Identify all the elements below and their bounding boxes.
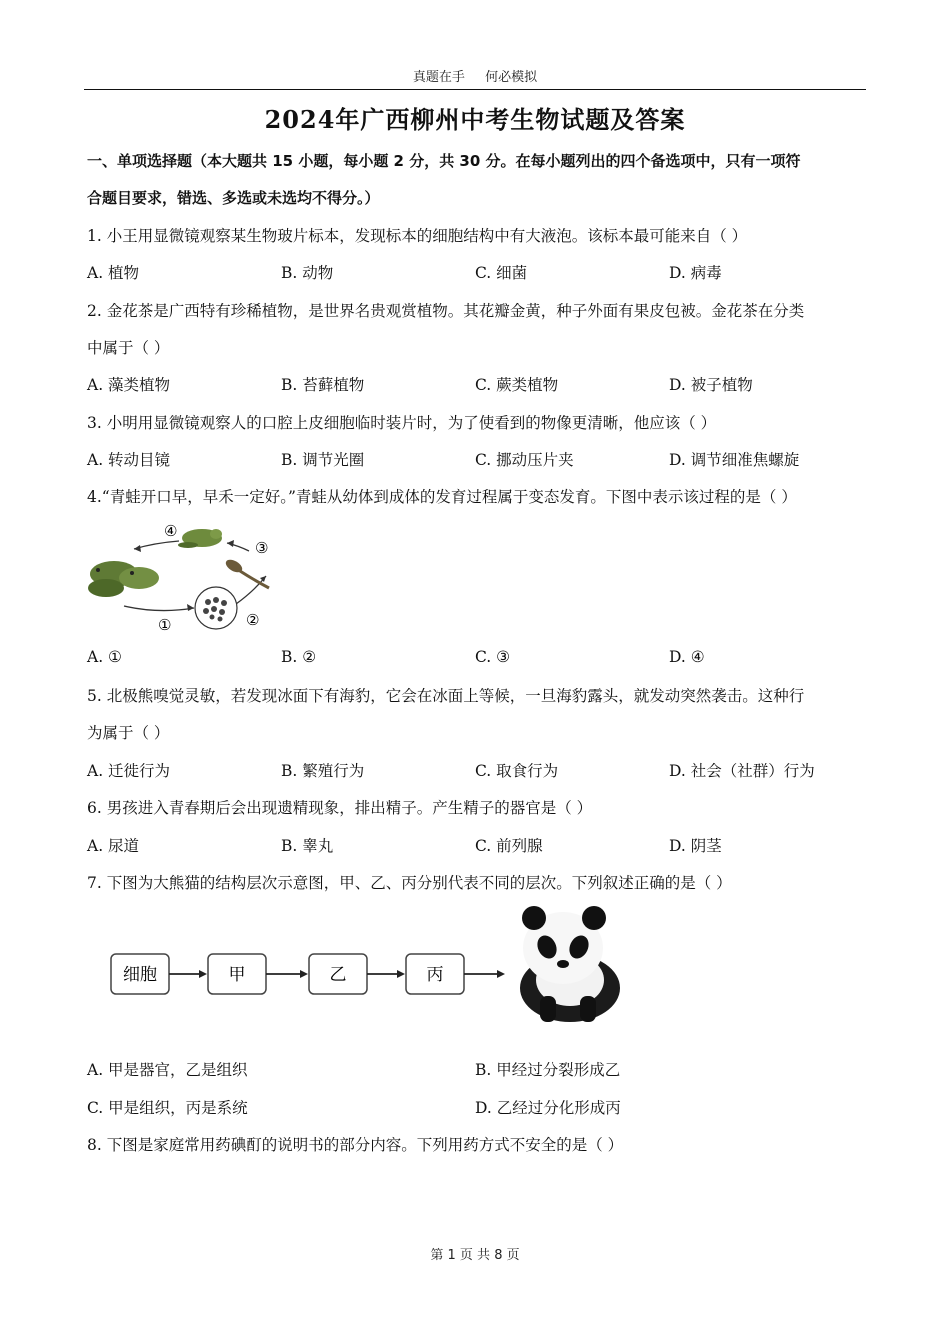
q8-stem: 8. 下图是家庭常用药碘酊的说明书的部分内容。下列用药方式不安全的是（ ） bbox=[87, 1136, 624, 1154]
header-rule bbox=[84, 89, 866, 90]
q1-option-d: D. 病毒 bbox=[669, 264, 722, 282]
q3-stem: 3. 小明用显微镜观察人的口腔上皮细胞临时装片时，为了使看到的物像更清晰，他应该（ ） bbox=[87, 414, 717, 432]
q3-option-b: B. 调节光圈 bbox=[281, 451, 365, 469]
panda-hierarchy-figure bbox=[100, 900, 640, 1030]
q5-option-b: B. 繁殖行为 bbox=[281, 762, 365, 780]
q7-option-c: C. 甲是组织，丙是系统 bbox=[87, 1099, 248, 1117]
q4-option-d: D. ④ bbox=[669, 648, 705, 666]
frog-eggs-icon bbox=[195, 587, 237, 629]
frog-group-icon bbox=[88, 561, 159, 597]
q4-stem: 4.“青蛙开口早，早禾一定好。”青蛙从幼体到成体的发育过程属于变态发育。下图中表示该过程的是（ ） bbox=[87, 488, 797, 506]
q2-option-b: B. 苔藓植物 bbox=[281, 376, 365, 394]
arrow-1 bbox=[124, 606, 194, 611]
q3-option-a: A. 转动目镜 bbox=[87, 451, 171, 469]
q1-option-b: B. 动物 bbox=[281, 264, 334, 282]
adult-frog-icon bbox=[178, 529, 222, 548]
q2-option-d: D. 被子植物 bbox=[669, 376, 753, 394]
frog-life-cycle-figure bbox=[84, 516, 304, 638]
section-heading-line2: 合题目要求，错选、多选或未选均不得分。） bbox=[87, 189, 380, 207]
q4-option-a: A. ① bbox=[87, 648, 122, 666]
page-title: 2024年广西柳州中考生物试题及答案 bbox=[264, 105, 686, 134]
figure-label-1: ① bbox=[158, 616, 172, 634]
box-yi-label: 乙 bbox=[329, 965, 347, 985]
page-footer: 第 1 页 共 8 页 bbox=[430, 1248, 520, 1263]
header-right-text: 何必模拟 bbox=[485, 70, 538, 85]
q1-option-a: A. 植物 bbox=[87, 264, 140, 282]
q6-option-c: C. 前列腺 bbox=[475, 837, 543, 855]
q4-option-c: C. ③ bbox=[475, 648, 511, 666]
box-cell-label: 细胞 bbox=[123, 965, 157, 985]
q5-stem-line1: 5. 北极熊嗅觉灵敏，若发现冰面下有海豹，它会在冰面上等候，一旦海豹露头，就发动突然袭击。这种行 bbox=[87, 687, 805, 705]
page-header bbox=[0, 66, 950, 85]
q2-option-c: C. 蕨类植物 bbox=[475, 376, 559, 394]
q1-stem: 1. 小王用显微镜观察某生物玻片标本，发现标本的细胞结构中有大液泡。该标本最可能来自（ ） bbox=[87, 227, 748, 245]
q6-option-d: D. 阴茎 bbox=[669, 837, 722, 855]
q1-option-c: C. 细菌 bbox=[475, 264, 528, 282]
tadpole-icon bbox=[224, 557, 269, 588]
q5-stem-line2: 为属于（ ） bbox=[87, 724, 170, 742]
header-left-text: 真题在手 bbox=[412, 70, 465, 85]
arrow-4 bbox=[134, 541, 179, 549]
q4-option-b: B. ② bbox=[281, 648, 317, 666]
q6-option-b: B. 睾丸 bbox=[281, 837, 334, 855]
q5-option-a: A. 迁徙行为 bbox=[87, 762, 171, 780]
q7-option-a: A. 甲是器官，乙是组织 bbox=[87, 1061, 248, 1079]
q5-option-c: C. 取食行为 bbox=[475, 762, 559, 780]
q6-stem: 6. 男孩进入青春期后会出现遗精现象，排出精子。产生精子的器官是（ ） bbox=[87, 799, 593, 817]
panda-icon bbox=[520, 906, 620, 1022]
q6-option-a: A. 尿道 bbox=[87, 837, 140, 855]
q7-option-d: D. 乙经过分化形成丙 bbox=[475, 1099, 621, 1117]
box-bing-label: 丙 bbox=[426, 965, 444, 985]
q2-option-a: A. 藻类植物 bbox=[87, 376, 171, 394]
figure-label-3: ③ bbox=[255, 539, 269, 557]
section-heading-line1: 一、单项选择题（本大题共 15 小题，每小题 2 分，共 30 分。在每小题列出的四个备选项中，只有一项符 bbox=[87, 152, 801, 170]
figure-label-4: ④ bbox=[164, 522, 178, 540]
q7-stem: 7. 下图为大熊猫的结构层次示意图，甲、乙、丙分别代表不同的层次。下列叙述正确的是（ ） bbox=[87, 874, 732, 892]
q3-option-d: D. 调节细准焦螺旋 bbox=[669, 451, 800, 469]
q2-stem-line1: 2. 金花茶是广西特有珍稀植物，是世界名贵观赏植物。其花瓣金黄，种子外面有果皮包被。金花茶在分类 bbox=[87, 302, 805, 320]
arrow-2 bbox=[236, 576, 266, 604]
q3-option-c: C. 挪动压片夹 bbox=[475, 451, 574, 469]
box-jia-label: 甲 bbox=[228, 965, 246, 985]
figure-label-2: ② bbox=[246, 611, 260, 629]
q7-option-b: B. 甲经过分裂形成乙 bbox=[475, 1061, 621, 1079]
q5-option-d: D. 社会（社群）行为 bbox=[669, 762, 815, 780]
q2-stem-line2: 中属于（ ） bbox=[87, 339, 170, 357]
